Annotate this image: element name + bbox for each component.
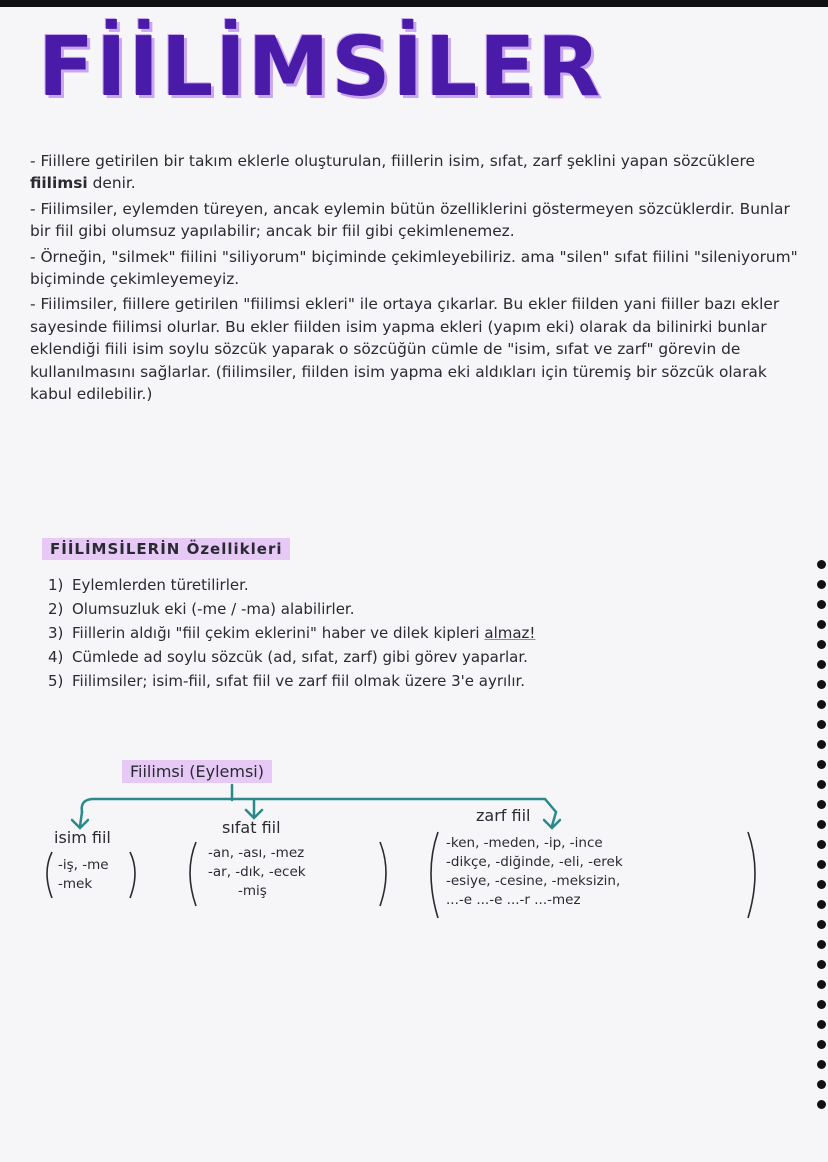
tree-root-label: Fiilimsi (Eylemsi) <box>122 760 272 783</box>
page-title: FİİLİMSİLER <box>38 20 603 115</box>
sifat-fiil-title: sıfat fiil <box>222 818 281 837</box>
paragraph-4: - Fiilimsiler, fiillere getirilen "fiilimsi ekleri" ile ortaya çıkarlar. Bu ekler fiilden yani fiiller bazı ekler sayesinde fiilimsi olurlar. Bu ekler fiilden isim yapma ekleri (yapım eki) olarak da bilinirki bunlar eklendiği fiili isim soylu sözcük yaparak o sözcüğün cümle de "isim, sıfat ve zarf" görevin de kullanılmasını sağlarlar. (fiilimsiler, fiilden isim yapma eki aldıkları için türemiş bir sözcük olarak kabul edilebilir.) <box>30 295 780 404</box>
list-item: 3) Fiillerin aldığı "fiil çekim eklerini" haber ve dilek kipleri almaz! <box>48 624 536 642</box>
zarf-fiil-title: zarf fiil <box>476 806 531 825</box>
section-heading: FİİLİMSİLERİN Özellikleri <box>42 538 290 560</box>
zarf-fiil-suffixes: -ken, -meden, -ip, -ince -dikçe, -diğinde, -eli, -erek -esiye, -cesine, -meksizin, ...-e ...-e ...-r ...-mez <box>446 835 623 908</box>
sifat-fiil-suffixes: -an, -ası, -mez -ar, -dık, -ecek -miş <box>208 845 306 899</box>
list-item: 4) Cümlede ad soylu sözcük (ad, sıfat, zarf) gibi görev yaparlar. <box>48 648 528 666</box>
list-item: 2) Olumsuzluk eki (-me / -ma) alabilirler. <box>48 600 355 618</box>
list-item: 1) Eylemlerden türetilirler. <box>48 576 249 594</box>
list-item: 5) Fiilimsiler; isim-fiil, sıfat fiil ve zarf fiil olmak üzere 3'e ayrılır. <box>48 672 526 690</box>
paragraph-2: - Fiilimsiler, eylemden türeyen, ancak eylemin bütün özelliklerini göstermeyen sözcüklerdir. Bunlar bir fiil gibi olumsuz yapılabilir; ancak bir fiil gibi çekimlenemez. <box>30 199 790 241</box>
isim-fiil-suffixes: -iş, -me -mek <box>58 857 109 892</box>
isim-fiil-title: isim fiil <box>54 828 111 847</box>
paragraph-1: - Fiillere getirilen bir takım eklerle oluşturulan, fiillerin isim, sıfat, zarf şeklini yapan sözcüklere fiilimsi denir. <box>30 152 755 193</box>
paragraph-3: - Örneğin, "silmek" fiilini "siliyorum" biçiminde çekimleyebiliriz. ama "silen" sıfat fiilini "sileniyorum" biçiminde çekimleyemeyiz. <box>30 247 798 289</box>
